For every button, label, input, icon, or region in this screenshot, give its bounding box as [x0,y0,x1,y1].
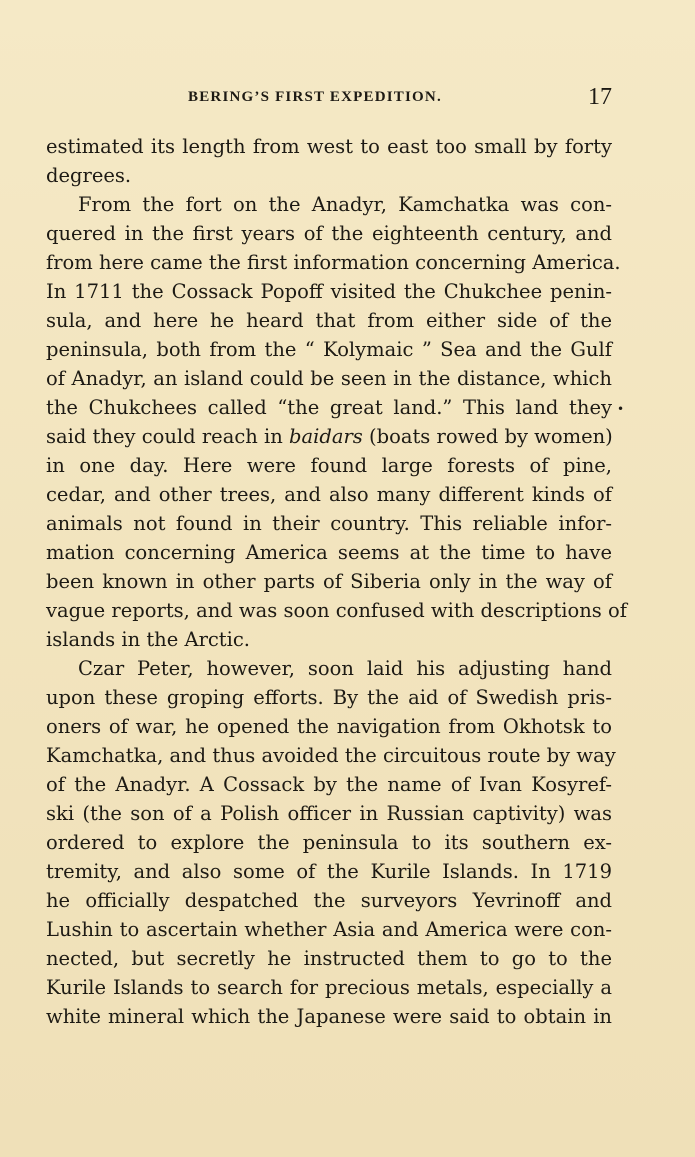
text-line: the Chukchees called “the great land.” This land they [46,396,612,419]
page-number: 17 [588,84,612,110]
text-line: in one day. Here were found large forests of pine, [46,454,612,477]
text-line: ski (the son of a Polish officer in Russian captivity) was [46,802,612,825]
text-line: white mineral which the Japanese were said to obtain in [46,1005,612,1028]
text-line: islands in the Arctic. [46,628,250,651]
text-line: Kamchatka, and thus avoided the circuitous route by way [46,744,616,767]
text-line: nected, but secretly he instructed them to go to the [46,947,612,970]
body-text [46,132,627,1031]
text-line: of Anadyr, an island could be seen in the distance, which [46,367,612,390]
text-line: he officially despatched the surveyors Yevrinoff and [46,889,612,912]
text-line: upon these groping efforts. By the aid of Swedish pris- [46,686,612,709]
text-line: been known in other parts of Siberia only in the way of [46,570,612,593]
text-line: ordered to explore the peninsula to its southern ex- [46,831,612,854]
running-title: BERING’S FIRST EXPEDITION. [188,89,442,105]
text-line: Kurile Islands to search for precious metals, especially a [46,976,612,999]
text-line: estimated its length from west to east too small by forty [46,135,612,158]
text-line: animals not found in their country. This reliable infor- [46,512,612,535]
text-line: In 1711 the Cossack Popoff visited the Chukchee penin- [46,280,612,303]
text-line: from here came the first information concerning America. [46,251,621,274]
marginal-mark-icon: • [617,402,625,416]
text-line: Czar Peter, however, soon laid his adjusting hand [78,657,612,680]
text-line: peninsula, both from the “ Kolymaic ” Sea and the Gulf [46,338,612,361]
text-line: degrees. [46,164,132,187]
running-head [46,86,612,112]
text-line: cedar, and other trees, and also many different kinds of [46,483,612,506]
text-line: of the Anadyr. A Cossack by the name of Ivan Kosyref- [46,773,612,796]
text-line: From the fort on the Anadyr, Kamchatka was con- [78,193,612,216]
text-line: said they could reach in baidars (boats rowed by women) [46,425,613,448]
text-line: sula, and here he heard that from either side of the [46,309,612,332]
text-line: quered in the first years of the eighteenth century, and [46,222,612,245]
italic-term: baidars [289,425,363,448]
text-line: vague reports, and was soon confused with descriptions of [46,599,627,622]
text-line: mation concerning America seems at the time to have [46,541,612,564]
text-line: oners of war, he opened the navigation from Okhotsk to [46,715,612,738]
text-line: Lushin to ascertain whether Asia and America were con- [46,918,612,941]
text-line: tremity, and also some of the Kurile Islands. In 1719 [46,860,612,883]
